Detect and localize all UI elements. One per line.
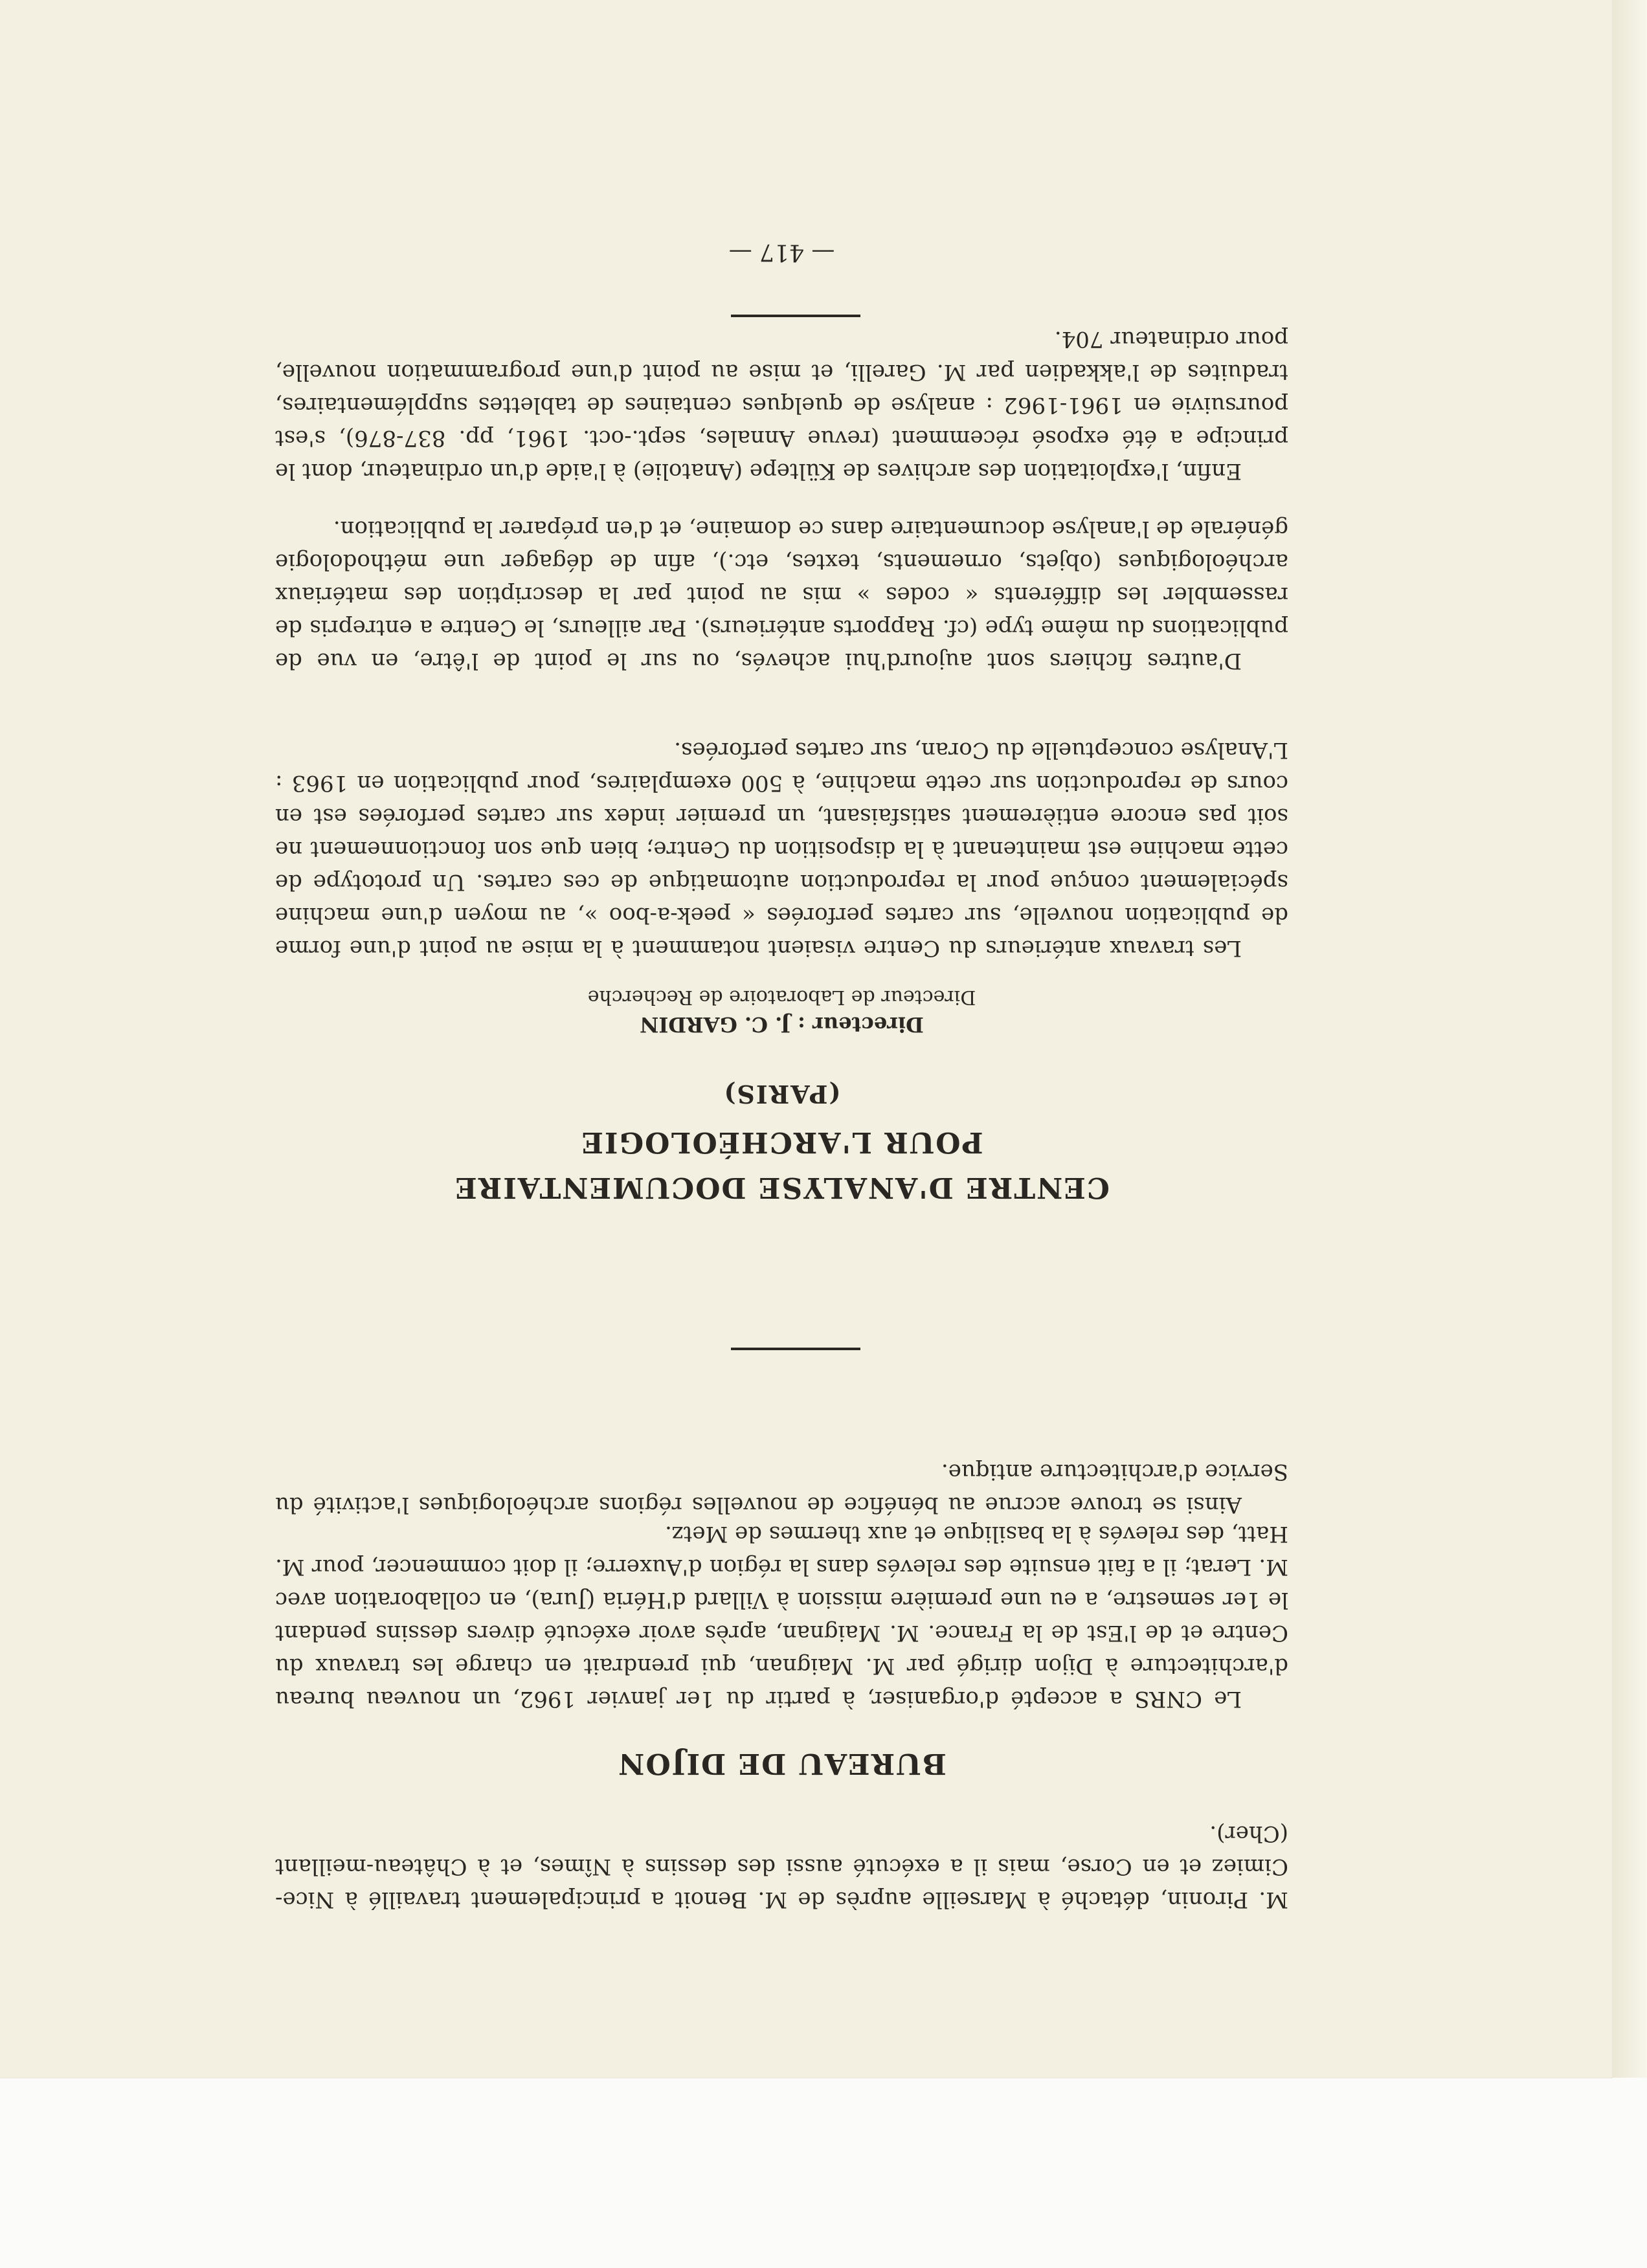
intro-paragraph: M. Pironin, détaché à Marseille auprès de M. Benoit a principalement travaillé à Nice-Cimiez et en Corse, mais il a exécuté aussi des dessins à Nîmes, et à Château-meillant (Cher). [275,1821,1288,1913]
dijon-paragraph-2: Ainsi se trouve accrue au bénéfice de nouvelles régions archéologiques l'activité du Service d'architecture antique. [275,1459,1288,1518]
paper-edge [1612,0,1647,2078]
section-title-dijon: BUREAU DE DIJON [617,1747,947,1780]
section-divider-1 [731,1348,860,1350]
centre-paragraph-3: Enfin, l'exploitation des archives de Kültepe (Anatolie) à l'aide d'un ordinateur, dont le principe a été exposé récemment (revue Annales, sept.-oct. 1961, pp. 837-876), s'est poursuivie en 1961-1962 : analyse de quelques centaines de tablettes supplémentaires, traduites de l'akkadien par M. Garelli, et mise au point d'une programmation nouvelle, pour ordinateur 704. [275,326,1288,484]
director-line: Directeur : J. C. GARDIN [640,1012,924,1037]
page-number: — 417 — [728,239,835,265]
centre-paragraph-1: Les travaux antérieurs du Centre visaient notamment à la mise au point d'une forme de publication nouvelle, sur cartes perforées « peek-a-boo », au moyen d'une machine spécialement conçue pour la reproduction automatique de ces cartes. Un prototype de cette machine est maintenant à la disposition du Centre; bien que son fonctionnement ne soit pas encore entièrement satisfaisant, un premier index sur cartes perforées est en cours de reproduction sur cette machine, à 500 exemplaires, pour publication en 1963 : L'Analyse conceptuelle du Coran, sur cartes perforées. [275,737,1288,961]
section-title-line-1: CENTRE D'ANALYSE DOCUMENTAIRE [454,1171,1110,1204]
dijon-paragraph-1: Le CNRS a accepté d'organiser, à partir du 1er janvier 1962, un nouveau bureau d'architecture à Dijon dirigé par M. Maignan, qui prendrait en charge les travaux du Centre et de l'Est de la France. M. Maignan, après avoir exécuté divers dessins pendant le 1er semestre, a eu une première mission à Villard d'Héria (Jura), en collaboration avec M. Lerat; il a fait ensuite des relevés dans la région d'Auxerre; il doit commencer, pour M. Hatt, des relevés à la basilique et aux thermes de Metz. [275,1521,1288,1712]
section-divider-2 [731,315,860,317]
section-city: (PARIS) [723,1080,841,1109]
director-title: Directeur de Laboratoire de Recherche [587,986,976,1008]
centre-paragraph-2: D'autres fichiers sont aujourd'hui achevés, ou sur le point de l'être, en vue de publications du même type (cf. Rapports antérieurs). Par ailleurs, le Centre a entrepris de rassembler les différents « codes » mis au point par la description des matériaux archéologiques (objets, ornements, textes, etc.), afin de dégager une méthodologie générale de l'analyse documentaire dans ce domaine, et d'en préparer la publication. [275,516,1288,674]
section-title-line-2: POUR L'ARCHÉOLOGIE [580,1126,983,1159]
